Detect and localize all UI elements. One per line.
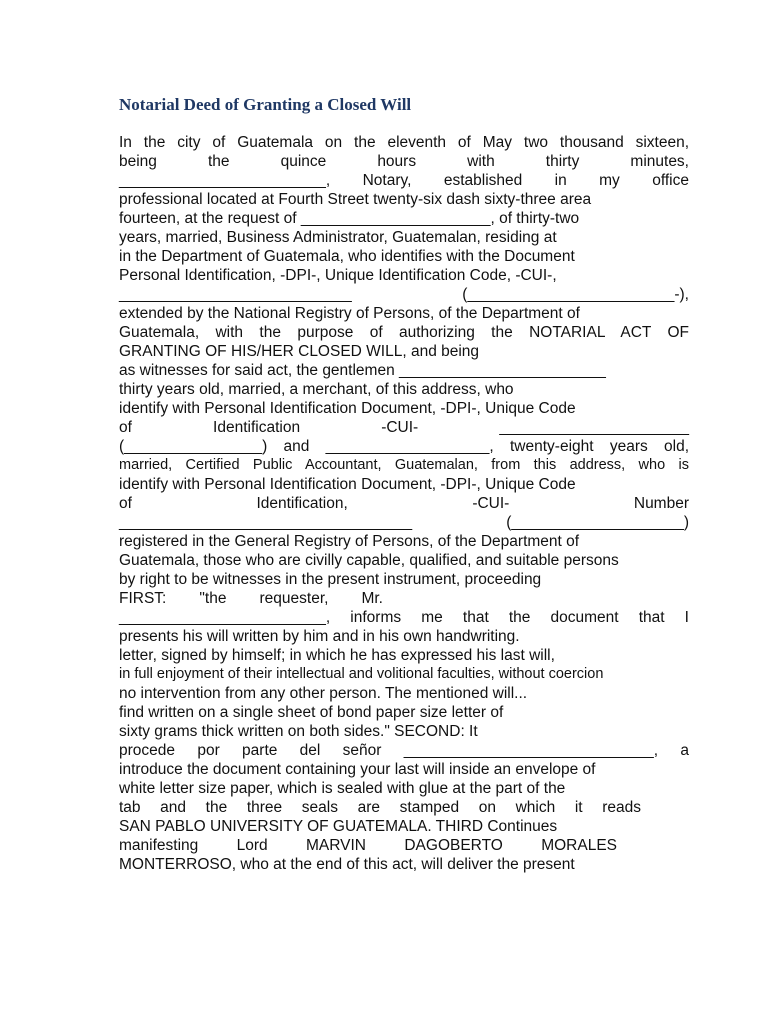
text-line: FIRST: "the requester, Mr.	[119, 590, 383, 607]
text-line: of Identification -CUI- ______________________	[119, 419, 689, 436]
text-line: tab and the three seals are stamped on which it reads	[119, 799, 641, 816]
text-line: fourteen, at the request of ______________________, of thirty-two	[119, 210, 580, 227]
text-line: GRANTING OF HIS/HER CLOSED WILL, and being	[119, 343, 480, 360]
text-line: sixty grams thick written on both sides." SECOND: It	[119, 723, 478, 740]
text-line: ________________________, informs me that the document that I	[119, 609, 689, 626]
text-line: Guatemala, with the purpose of authorizing the NOTARIAL ACT OF	[119, 324, 689, 341]
document-body	[119, 133, 689, 874]
text-line: thirty years old, married, a merchant, of this address, who	[119, 381, 514, 398]
text-line: Guatemala, those who are civilly capable, qualified, and suitable persons	[119, 552, 619, 569]
text-line: identify with Personal Identification Document, -DPI-, Unique Code	[119, 400, 576, 417]
text-line: MONTERROSO, who at the end of this act, will deliver the present	[119, 856, 575, 873]
text-line: introduce the document containing your last will inside an envelope of	[119, 761, 596, 778]
text-line: being the quince hours with thirty minutes,	[119, 153, 689, 170]
text-line: procede por parte del señor _____________________________, a	[119, 742, 689, 759]
text-line: ________________________, Notary, established in my office	[119, 172, 689, 189]
text-line: of Identification, -CUI- Number	[119, 495, 689, 512]
text-line: by right to be witnesses in the present instrument, proceeding	[119, 571, 542, 588]
document-title: Notarial Deed of Granting a Closed Will	[119, 95, 412, 114]
text-line: manifesting Lord MARVIN DAGOBERTO MORALES	[119, 837, 617, 854]
text-line: letter, signed by himself; in which he has expressed his last will,	[119, 647, 555, 664]
text-line: no intervention from any other person. The mentioned will...	[119, 685, 528, 702]
text-line: presents his will written by him and in his own handwriting.	[119, 628, 520, 645]
text-line: white letter size paper, which is sealed with glue at the part of the	[119, 780, 566, 797]
text-line: In the city of Guatemala on the eleventh of May two thousand sixteen,	[119, 134, 689, 151]
text-line: registered in the General Registry of Persons, of the Department of	[119, 533, 580, 550]
text-line: SAN PABLO UNIVERSITY OF GUATEMALA. THIRD Continues	[119, 818, 558, 835]
text-line: professional located at Fourth Street twenty-six dash sixty-three area	[119, 191, 592, 208]
text-line: extended by the National Registry of Persons, of the Department of	[119, 305, 580, 322]
text-line: identify with Personal Identification Document, -DPI-, Unique Code	[119, 476, 576, 493]
text-line: years, married, Business Administrator, Guatemalan, residing at	[119, 229, 557, 246]
text-line: in the Department of Guatemala, who identifies with the Document	[119, 248, 575, 265]
text-line: find written on a single sheet of bond paper size letter of	[119, 704, 504, 721]
text-line: as witnesses for said act, the gentlemen ________________________	[119, 362, 606, 379]
text-line: ___________________________ (________________________-),	[119, 286, 689, 303]
text-line: (________________) and ___________________, twenty-eight years old,	[119, 438, 689, 455]
text-line: __________________________________ (____________________)	[119, 514, 689, 531]
text-line: Personal Identification, -DPI-, Unique Identification Code, -CUI-,	[119, 267, 557, 284]
text-line: married, Certified Public Accountant, Guatemalan, from this address, who is	[119, 457, 689, 473]
text-line: in full enjoyment of their intellectual and volitional faculties, without coercion	[119, 666, 604, 682]
